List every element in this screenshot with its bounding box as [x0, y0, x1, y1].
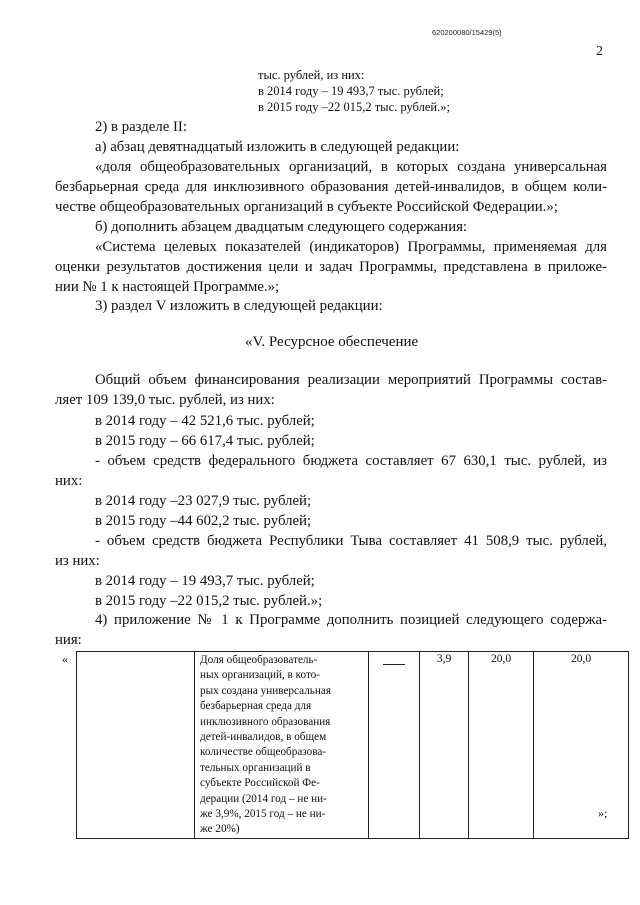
page-number: 2 [596, 44, 603, 59]
funding-line: из них: [55, 553, 100, 569]
document-id: 620200080/15429(5) [432, 28, 502, 37]
funding-line: ния: [55, 632, 82, 648]
indicator-line: безбарьерная среда для [200, 700, 312, 713]
paragraph-line: честве общеобразовательных организаций в субъекте Российской Федерации.»; [55, 199, 558, 215]
funding-line: в 2015 году –22 015,2 тыс. рублей.»; [95, 593, 323, 609]
section-heading: «V. Ресурсное обеспечение [245, 334, 419, 350]
funding-line: ляет 109 139,0 тыс. рублей, из них: [55, 392, 275, 408]
indicator-line: же 3,9%, 2015 год – не ни- [200, 808, 326, 821]
funding-line: в 2014 году –23 027,9 тыс. рублей; [95, 493, 312, 509]
indicator-line: рых создана универсальная [200, 684, 331, 697]
value-2015-cell: 20,0 [534, 652, 629, 839]
funding-line: - объем средств федерального бюджета составляет 67 630,1 тыс. рублей, из [95, 453, 607, 469]
funding-line: в 2014 году – 19 493,7 тыс. рублей; [95, 573, 315, 589]
indicator-cell [195, 652, 369, 839]
table-open-quote: « [62, 652, 68, 666]
funding-line: в 2014 году – 42 521,6 тыс. рублей; [95, 413, 315, 429]
unit-cell [369, 652, 420, 839]
number-cell [77, 652, 195, 839]
funding-line: Общий объем финансирования реализации мероприятий Программы состав- [95, 372, 607, 388]
dash-mark [383, 664, 405, 665]
appendix-table [76, 651, 629, 839]
paragraph-line: б) дополнить абзацем двадцатым следующего содержания: [95, 219, 468, 235]
paragraph-line: безбарьерная среда для инклюзивного образования детей-инвалидов, в общем коли- [55, 179, 607, 195]
base-value-cell: 3,9 [420, 652, 469, 839]
indicator-line: детей-инвалидов, в общем [200, 731, 327, 744]
funding-line: в 2015 году – 66 617,4 тыс. рублей; [95, 433, 315, 449]
indicator-line: же 20%) [200, 823, 240, 836]
indicator-line: тельных организаций в [200, 761, 311, 774]
paragraph-line: «Система целевых показателей (индикаторов) Программы, применяемая для [95, 239, 607, 255]
top-line-1: тыс. рублей, из них: [258, 68, 365, 82]
indicator-line: количестве общеобразова- [200, 746, 327, 759]
funding-line: них: [55, 473, 83, 489]
paragraph-line: нии № 1 к настоящей Программе.»; [55, 279, 280, 295]
indicator-line: Доля общеобразователь- [200, 654, 318, 666]
table-row [77, 652, 629, 839]
value-2014-cell: 20,0 [469, 652, 534, 839]
indicator-line: ных организаций, в кото- [200, 669, 321, 682]
paragraph-line: 2) в разделе II: [95, 119, 187, 135]
funding-line: в 2015 году –44 602,2 тыс. рублей; [95, 513, 312, 529]
paragraph-line: «доля общеобразовательных организаций, в которых создана универсальная [95, 159, 607, 175]
indicator-line: субъекте Российской Фе- [200, 777, 320, 790]
paragraph-line: 3) раздел V изложить в следующей редакции: [95, 298, 383, 314]
top-line-2: в 2014 году – 19 493,7 тыс. рублей; [258, 84, 444, 98]
funding-line: - объем средств бюджета Республики Тыва составляет 41 508,9 тыс. рублей, [95, 533, 607, 549]
indicator-line: дерации (2014 год – не ни- [200, 792, 327, 805]
top-line-3: в 2015 году –22 015,2 тыс. рублей.»; [258, 100, 450, 114]
table-close-quote: »; [598, 806, 608, 820]
funding-line: 4) приложение № 1 к Программе дополнить позицией следующего содержа- [95, 612, 607, 628]
paragraph-line: оценки результатов достижения цели и задач Программы, представлена в приложе- [55, 259, 607, 275]
paragraph-line: а) абзац девятнадцатый изложить в следующей редакции: [95, 139, 460, 155]
indicator-line: инклюзивного образования [200, 715, 331, 728]
